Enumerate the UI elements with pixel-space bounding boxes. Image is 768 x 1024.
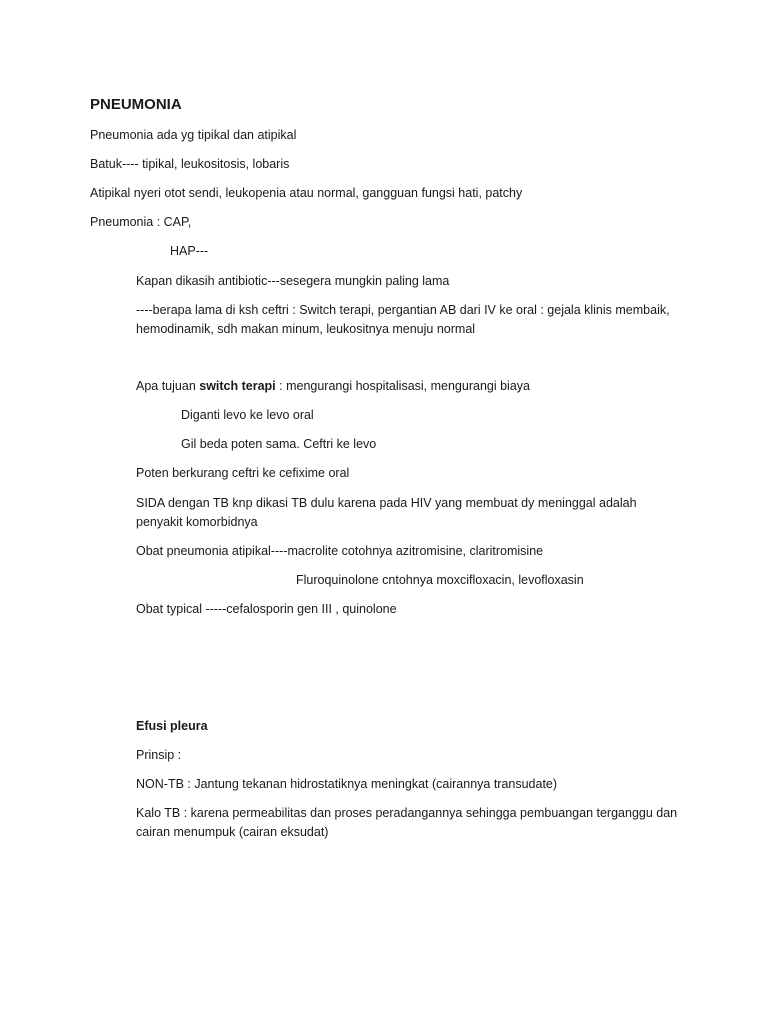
ceftri-note-line-1: ----berapa lama di ksh ceftri : Switch terapi, pergantian AB dari IV ke oral : gejala klinis membaik, bbox=[136, 303, 670, 317]
sida-note-line-1: SIDA dengan TB knp dikasi TB dulu karena pada HIV yang membuat dy meninggal adalah bbox=[136, 496, 637, 510]
switch-suffix: : mengurangi hospitalisasi, mengurangi biaya bbox=[275, 379, 530, 393]
switch-note bbox=[136, 377, 530, 396]
efusi-heading: Efusi pleura bbox=[136, 719, 208, 733]
switch-bold: switch terapi bbox=[199, 379, 276, 393]
typical-note: Obat typical -----cefalosporin gen III , quinolone bbox=[136, 602, 397, 616]
tb-note-line-2: cairan menumpuk (cairan eksudat) bbox=[136, 825, 329, 839]
ceftri-note-line-2: hemodinamik, sdh makan minum, leukositnya menuju normal bbox=[136, 322, 476, 336]
levo-note: Diganti levo ke levo oral bbox=[181, 408, 314, 422]
gil-note: Gil beda poten sama. Ceftri ke levo bbox=[181, 437, 377, 451]
antibiotic-note: Kapan dikasih antibiotic---sesegera mungkin paling lama bbox=[136, 274, 450, 288]
switch-prefix: Apa tujuan bbox=[136, 379, 200, 393]
nontb-note: NON-TB : Jantung tekanan hidrostatiknya meningkat (cairannya transudate) bbox=[136, 777, 558, 791]
intro-line-5: HAP--- bbox=[170, 244, 209, 258]
intro-line-1: Pneumonia ada yg tipikal dan atipikal bbox=[90, 128, 297, 142]
prinsip-label: Prinsip : bbox=[136, 748, 182, 762]
intro-line-4: Pneumonia : CAP, bbox=[90, 215, 192, 229]
intro-line-3: Atipikal nyeri otot sendi, leukopenia atau normal, gangguan fungsi hati, patchy bbox=[90, 186, 523, 200]
document-title: PNEUMONIA bbox=[90, 96, 182, 113]
fluro-note: Fluroquinolone cntohnya moxcifloxacin, levofloxasin bbox=[296, 573, 584, 587]
sida-note-line-2: penyakit komorbidnya bbox=[136, 515, 258, 529]
tb-note-line-1: Kalo TB : karena permeabilitas dan proses peradangannya sehingga pembuangan terganggu dan bbox=[136, 806, 678, 820]
poten-note: Poten berkurang ceftri ke cefixime oral bbox=[136, 466, 350, 480]
intro-line-2: Batuk---- tipikal, leukositosis, lobaris bbox=[90, 157, 290, 171]
atipikal-note: Obat pneumonia atipikal----macrolite cotohnya azitromisine, claritromisine bbox=[136, 544, 544, 558]
